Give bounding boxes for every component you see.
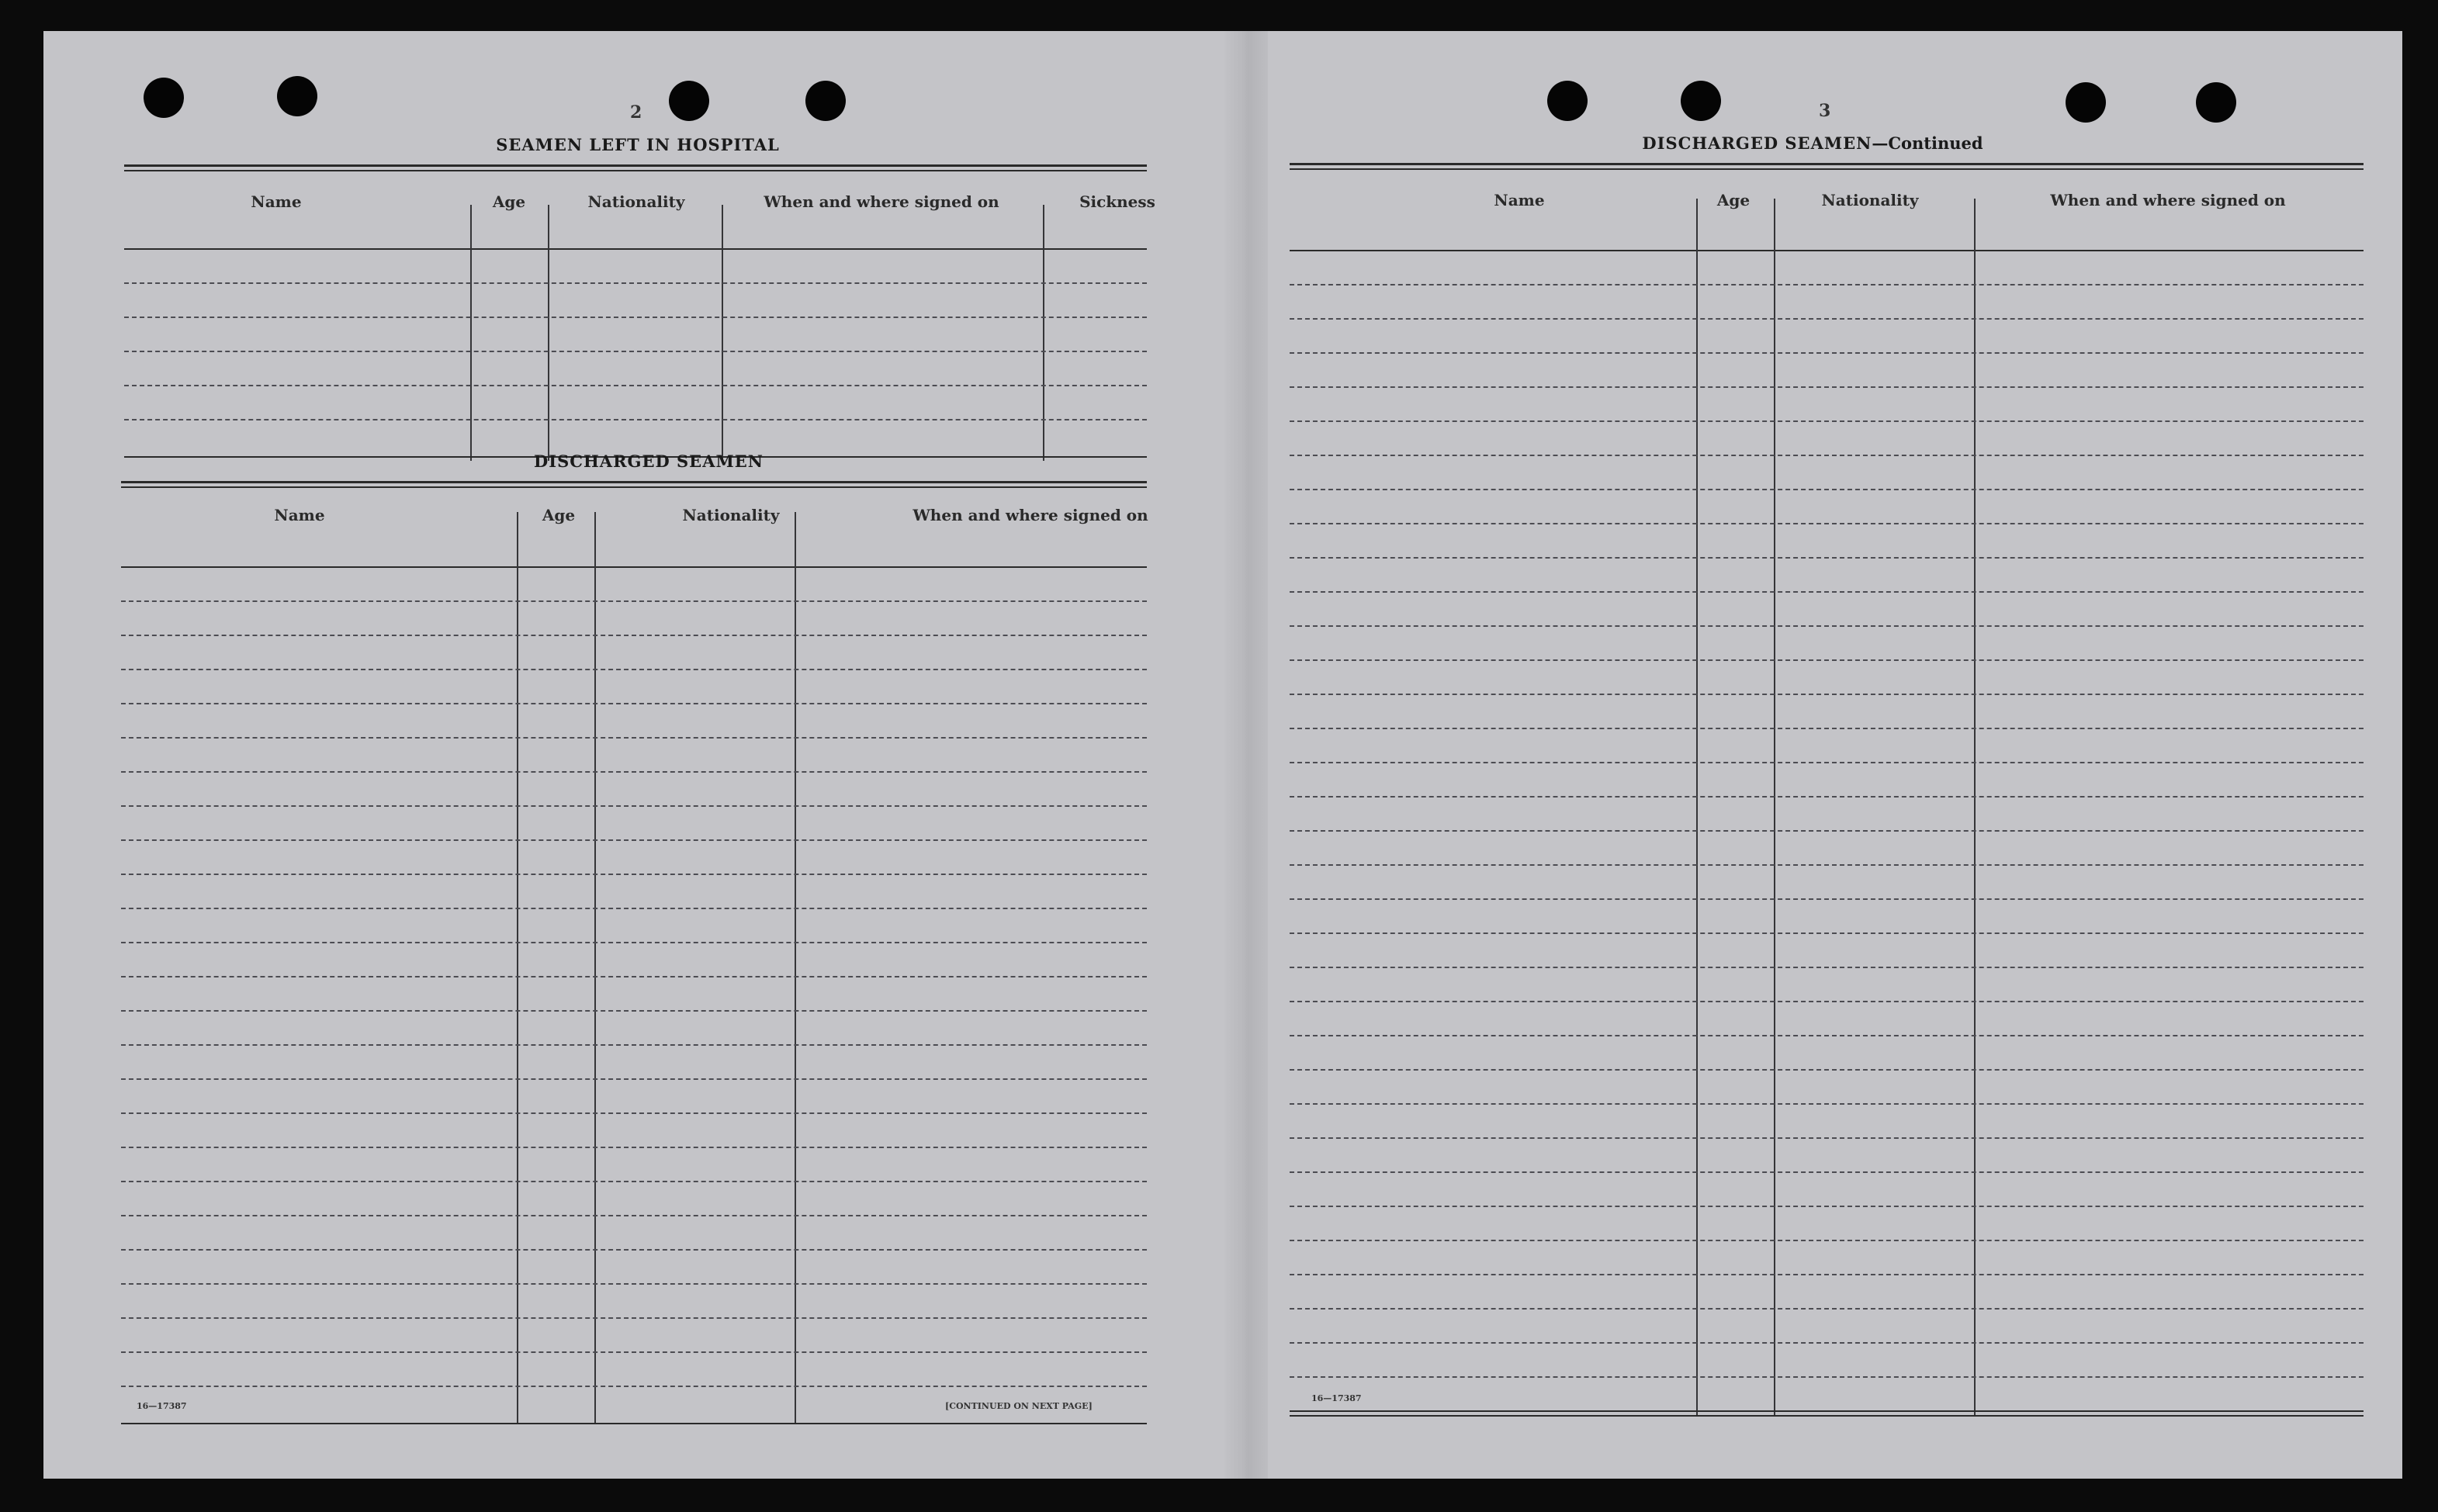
table-row [124, 385, 1147, 386]
column-header-nationality: Nationality [587, 192, 685, 211]
column-header-signed-on: When and where signed on [913, 506, 1148, 524]
column-header-sickness: Sickness [1079, 192, 1155, 211]
column-header-age: Age [492, 192, 526, 211]
table-row [1290, 1001, 2364, 1002]
table-row [121, 1283, 1147, 1285]
table-row [124, 351, 1147, 352]
table-row [1290, 1035, 2364, 1036]
discharged-section-title: DISCHARGED SEAMEN [534, 452, 764, 471]
page-number: 2 [630, 102, 642, 123]
table-row [1290, 455, 2364, 456]
punch-hole [1547, 81, 1588, 121]
table-bottom-rule [121, 1423, 1147, 1424]
column-header-age: Age [1716, 191, 1751, 209]
table-row [124, 419, 1147, 420]
column-header-age: Age [542, 506, 576, 524]
table-row [121, 737, 1147, 739]
column-header-name: Name [274, 506, 325, 524]
page-fold [1224, 31, 1268, 1479]
table-top-rule [1290, 168, 2364, 170]
table-row [124, 282, 1147, 284]
scanned-document [43, 31, 2402, 1479]
table-row [1290, 1308, 2364, 1310]
discharged-continued-title [1642, 133, 1983, 153]
table-row [121, 874, 1147, 875]
column-header-signed-on: When and where signed on [2050, 191, 2286, 209]
punch-hole [669, 81, 709, 121]
table-bottom-rule [1290, 1415, 2364, 1417]
table-row [121, 805, 1147, 807]
table-row [1290, 864, 2364, 866]
table-row [121, 635, 1147, 636]
title-continued: —Continued [1872, 133, 1983, 153]
column-divider [1043, 205, 1044, 461]
table-row [1290, 523, 2364, 524]
table-row [1290, 830, 2364, 832]
title-main: DISCHARGED SEAMEN [1642, 133, 1872, 153]
table-row [121, 1351, 1147, 1353]
column-header-signed-on: When and where signed on [764, 192, 999, 211]
header-bottom-rule [1290, 250, 2364, 251]
table-row [121, 976, 1147, 977]
column-divider [1974, 199, 1976, 1417]
form-number: 16—17387 [137, 1401, 187, 1411]
hospital-section-title: SEAMEN LEFT IN HOSPITAL [496, 135, 780, 154]
column-header-nationality: Nationality [1821, 191, 1919, 209]
continued-note: [CONTINUED ON NEXT PAGE] [945, 1401, 1093, 1411]
table-row [1290, 728, 2364, 729]
table-row [1290, 625, 2364, 627]
table-row [1290, 932, 2364, 934]
table-row [1290, 1240, 2364, 1241]
punch-hole [805, 81, 846, 121]
table-row [121, 1215, 1147, 1216]
table-top-rule [121, 486, 1147, 488]
table-row [1290, 420, 2364, 422]
table-row [1290, 1206, 2364, 1207]
header-bottom-rule [124, 248, 1147, 250]
column-divider [795, 512, 796, 1424]
punch-hole [2196, 82, 2236, 123]
table-row [121, 908, 1147, 909]
table-row [1290, 557, 2364, 559]
table-row [1290, 386, 2364, 388]
table-row [121, 1078, 1147, 1080]
table-bottom-rule [1290, 1410, 2364, 1412]
column-divider [1696, 199, 1698, 1417]
table-top-rule [124, 170, 1147, 171]
table-row [121, 1181, 1147, 1182]
column-divider [594, 512, 596, 1424]
punch-hole [277, 76, 317, 116]
table-row [1290, 1103, 2364, 1105]
column-header-nationality: Nationality [682, 506, 780, 524]
table-row [121, 1386, 1147, 1387]
table-row [121, 942, 1147, 943]
column-divider [1774, 199, 1775, 1417]
table-row [1290, 796, 2364, 798]
hospital-table [124, 164, 1155, 461]
table-row [1290, 967, 2364, 968]
table-row [121, 771, 1147, 773]
column-header-name: Name [251, 192, 302, 211]
table-row [1290, 1376, 2364, 1378]
table-top-rule [124, 164, 1147, 167]
punch-hole [144, 78, 184, 118]
column-divider [548, 205, 549, 461]
table-row [121, 600, 1147, 602]
discharged-continued-table [1290, 163, 2364, 1420]
punch-hole [2066, 82, 2106, 123]
column-header-name: Name [1494, 191, 1545, 209]
table-row [1290, 898, 2364, 900]
table-row [1290, 1069, 2364, 1071]
table-row [1290, 1342, 2364, 1344]
table-row [121, 1112, 1147, 1114]
table-row [1290, 591, 2364, 593]
table-row [121, 669, 1147, 670]
table-row [1290, 1137, 2364, 1139]
column-divider [517, 512, 518, 1424]
punch-hole [1681, 81, 1721, 121]
table-top-rule [121, 481, 1147, 483]
table-row [1290, 1274, 2364, 1275]
page-number: 3 [1819, 101, 1831, 121]
column-divider [470, 205, 472, 461]
table-row [121, 1249, 1147, 1251]
column-divider [722, 205, 723, 461]
table-row [1290, 489, 2364, 490]
table-row [1290, 659, 2364, 661]
table-row [121, 1147, 1147, 1148]
table-row [1290, 352, 2364, 354]
table-row [1290, 694, 2364, 695]
table-row [121, 839, 1147, 841]
table-row [1290, 1171, 2364, 1173]
table-row [121, 1010, 1147, 1012]
table-row [121, 703, 1147, 704]
header-bottom-rule [121, 566, 1147, 568]
table-row [121, 1317, 1147, 1319]
table-row [1290, 318, 2364, 320]
discharged-table [121, 481, 1147, 1427]
form-number: 16—17387 [1311, 1393, 1362, 1403]
table-row [121, 1044, 1147, 1046]
table-row [124, 317, 1147, 318]
table-row [1290, 284, 2364, 285]
table-top-rule [1290, 163, 2364, 165]
table-row [1290, 762, 2364, 763]
